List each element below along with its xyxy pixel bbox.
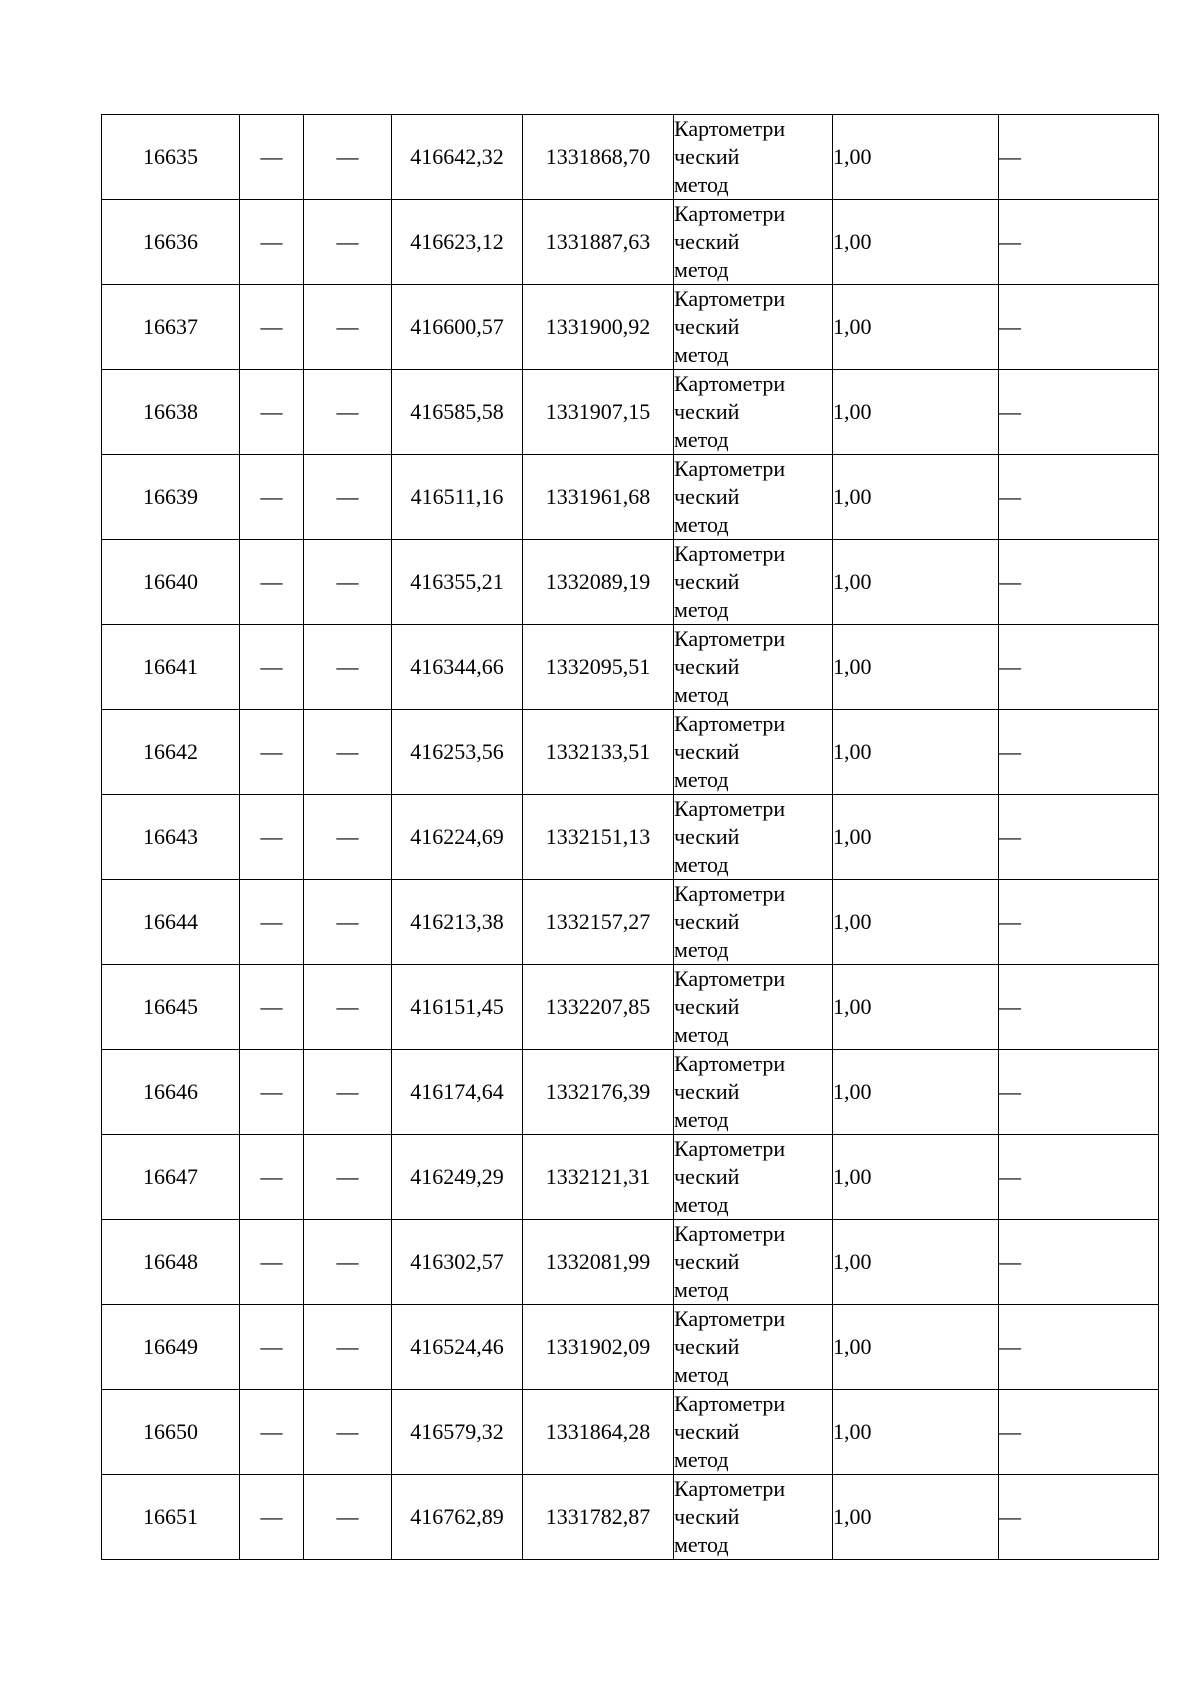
point-number-cell: 16641	[102, 625, 240, 710]
y-coordinate-cell: 1331907,15	[523, 370, 674, 455]
precision-cell: 1,00	[833, 625, 999, 710]
x-coordinate-cell: 416524,46	[392, 1305, 523, 1390]
y-coordinate-cell: 1332207,85	[523, 965, 674, 1050]
method-text-line: ческий	[674, 1079, 740, 1104]
description-cell: —	[999, 710, 1159, 795]
old-y-cell: —	[304, 1475, 392, 1560]
method-text-line: метод	[674, 342, 729, 367]
method-cell	[674, 540, 833, 625]
method-text-line: Картометри	[674, 456, 786, 481]
y-coordinate-cell: 1332089,19	[523, 540, 674, 625]
method-text-line: метод	[674, 1107, 729, 1132]
method-text-line: ческий	[674, 1249, 740, 1274]
method-text-line: ческий	[674, 1419, 740, 1444]
method-cell	[674, 1135, 833, 1220]
y-coordinate-cell: 1332133,51	[523, 710, 674, 795]
x-coordinate-cell: 416224,69	[392, 795, 523, 880]
x-coordinate-cell: 416623,12	[392, 200, 523, 285]
method-cell	[674, 880, 833, 965]
precision-cell: 1,00	[833, 965, 999, 1050]
old-x-cell: —	[240, 370, 304, 455]
table-row	[102, 965, 1159, 1050]
description-cell: —	[999, 795, 1159, 880]
old-y-cell: —	[304, 880, 392, 965]
description-cell: —	[999, 540, 1159, 625]
old-y-cell: —	[304, 965, 392, 1050]
coordinates-table	[101, 114, 1159, 1560]
precision-cell: 1,00	[833, 455, 999, 540]
method-text-line: ческий	[674, 569, 740, 594]
old-x-cell: —	[240, 455, 304, 540]
method-text-line: метод	[674, 512, 729, 537]
x-coordinate-cell: 416642,32	[392, 115, 523, 200]
description-cell: —	[999, 115, 1159, 200]
point-number-cell: 16648	[102, 1220, 240, 1305]
old-y-cell: —	[304, 455, 392, 540]
method-text-line: Картометри	[674, 1306, 786, 1331]
point-number-cell: 16650	[102, 1390, 240, 1475]
x-coordinate-cell: 416600,57	[392, 285, 523, 370]
method-text-line: Картометри	[674, 286, 786, 311]
point-number-cell: 16642	[102, 710, 240, 795]
table-row	[102, 1475, 1159, 1560]
table-row	[102, 200, 1159, 285]
y-coordinate-cell: 1332157,27	[523, 880, 674, 965]
table-row	[102, 1305, 1159, 1390]
precision-cell: 1,00	[833, 285, 999, 370]
method-text-line: ческий	[674, 144, 740, 169]
table-row	[102, 880, 1159, 965]
method-text-line: Картометри	[674, 966, 786, 991]
method-text-line: Картометри	[674, 1051, 786, 1076]
method-text-line: Картометри	[674, 201, 786, 226]
precision-cell: 1,00	[833, 1390, 999, 1475]
precision-cell: 1,00	[833, 200, 999, 285]
precision-cell: 1,00	[833, 540, 999, 625]
table-row	[102, 1390, 1159, 1475]
method-text-line: Картометри	[674, 371, 786, 396]
old-y-cell: —	[304, 200, 392, 285]
method-text-line: Картометри	[674, 1476, 786, 1501]
point-number-cell: 16643	[102, 795, 240, 880]
method-cell	[674, 285, 833, 370]
point-number-cell: 16638	[102, 370, 240, 455]
description-cell: —	[999, 1305, 1159, 1390]
method-text-line: метод	[674, 1022, 729, 1047]
method-text-line: ческий	[674, 739, 740, 764]
method-text-line: метод	[674, 1362, 729, 1387]
old-y-cell: —	[304, 1220, 392, 1305]
x-coordinate-cell: 416355,21	[392, 540, 523, 625]
table-row	[102, 455, 1159, 540]
x-coordinate-cell: 416762,89	[392, 1475, 523, 1560]
table-row	[102, 115, 1159, 200]
method-text-line: Картометри	[674, 1221, 786, 1246]
description-cell: —	[999, 1135, 1159, 1220]
method-text-line: метод	[674, 597, 729, 622]
x-coordinate-cell: 416585,58	[392, 370, 523, 455]
old-x-cell: —	[240, 285, 304, 370]
old-y-cell: —	[304, 795, 392, 880]
method-text-line: ческий	[674, 909, 740, 934]
y-coordinate-cell: 1331887,63	[523, 200, 674, 285]
table-row	[102, 625, 1159, 710]
x-coordinate-cell: 416249,29	[392, 1135, 523, 1220]
method-text-line: ческий	[674, 484, 740, 509]
method-cell	[674, 795, 833, 880]
x-coordinate-cell: 416511,16	[392, 455, 523, 540]
precision-cell: 1,00	[833, 1220, 999, 1305]
method-text-line: метод	[674, 1532, 729, 1557]
old-x-cell: —	[240, 1050, 304, 1135]
table-row	[102, 1220, 1159, 1305]
table-row	[102, 710, 1159, 795]
table-row	[102, 795, 1159, 880]
old-y-cell: —	[304, 710, 392, 795]
y-coordinate-cell: 1331902,09	[523, 1305, 674, 1390]
y-coordinate-cell: 1331864,28	[523, 1390, 674, 1475]
precision-cell: 1,00	[833, 880, 999, 965]
method-cell	[674, 370, 833, 455]
x-coordinate-cell: 416151,45	[392, 965, 523, 1050]
table-row	[102, 1135, 1159, 1220]
old-y-cell: —	[304, 1050, 392, 1135]
point-number-cell: 16649	[102, 1305, 240, 1390]
method-cell	[674, 625, 833, 710]
method-text-line: метод	[674, 1277, 729, 1302]
method-text-line: Картометри	[674, 711, 786, 736]
description-cell: —	[999, 880, 1159, 965]
old-x-cell: —	[240, 540, 304, 625]
y-coordinate-cell: 1331961,68	[523, 455, 674, 540]
method-text-line: метод	[674, 172, 729, 197]
old-x-cell: —	[240, 1305, 304, 1390]
method-text-line: ческий	[674, 994, 740, 1019]
method-text-line: метод	[674, 1447, 729, 1472]
y-coordinate-cell: 1332121,31	[523, 1135, 674, 1220]
description-cell: —	[999, 1050, 1159, 1135]
method-text-line: ческий	[674, 1334, 740, 1359]
method-text-line: метод	[674, 767, 729, 792]
method-cell	[674, 1305, 833, 1390]
description-cell: —	[999, 285, 1159, 370]
y-coordinate-cell: 1331868,70	[523, 115, 674, 200]
x-coordinate-cell: 416213,38	[392, 880, 523, 965]
method-text-line: метод	[674, 937, 729, 962]
table-row	[102, 540, 1159, 625]
y-coordinate-cell: 1332151,13	[523, 795, 674, 880]
y-coordinate-cell: 1331782,87	[523, 1475, 674, 1560]
old-x-cell: —	[240, 115, 304, 200]
old-y-cell: —	[304, 370, 392, 455]
method-text-line: метод	[674, 852, 729, 877]
old-x-cell: —	[240, 1390, 304, 1475]
method-cell	[674, 200, 833, 285]
method-text-line: ческий	[674, 314, 740, 339]
method-cell	[674, 1220, 833, 1305]
point-number-cell: 16636	[102, 200, 240, 285]
x-coordinate-cell: 416344,66	[392, 625, 523, 710]
method-cell	[674, 710, 833, 795]
description-cell: —	[999, 370, 1159, 455]
description-cell: —	[999, 965, 1159, 1050]
method-cell	[674, 455, 833, 540]
table-row	[102, 370, 1159, 455]
y-coordinate-cell: 1332081,99	[523, 1220, 674, 1305]
old-y-cell: —	[304, 1135, 392, 1220]
description-cell: —	[999, 625, 1159, 710]
x-coordinate-cell: 416579,32	[392, 1390, 523, 1475]
method-text-line: ческий	[674, 1164, 740, 1189]
description-cell: —	[999, 1390, 1159, 1475]
method-cell	[674, 1475, 833, 1560]
method-text-line: метод	[674, 257, 729, 282]
method-text-line: метод	[674, 427, 729, 452]
point-number-cell: 16645	[102, 965, 240, 1050]
precision-cell: 1,00	[833, 115, 999, 200]
y-coordinate-cell: 1332176,39	[523, 1050, 674, 1135]
method-text-line: ческий	[674, 399, 740, 424]
point-number-cell: 16635	[102, 115, 240, 200]
method-text-line: Картометри	[674, 116, 786, 141]
y-coordinate-cell: 1332095,51	[523, 625, 674, 710]
old-y-cell: —	[304, 115, 392, 200]
old-y-cell: —	[304, 1390, 392, 1475]
method-text-line: ческий	[674, 1504, 740, 1529]
method-text-line: Картометри	[674, 881, 786, 906]
y-coordinate-cell: 1331900,92	[523, 285, 674, 370]
point-number-cell: 16640	[102, 540, 240, 625]
method-cell	[674, 1390, 833, 1475]
table-row	[102, 1050, 1159, 1135]
old-y-cell: —	[304, 285, 392, 370]
description-cell: —	[999, 455, 1159, 540]
old-x-cell: —	[240, 200, 304, 285]
method-text-line: Картометри	[674, 796, 786, 821]
point-number-cell: 16644	[102, 880, 240, 965]
method-text-line: Картометри	[674, 1391, 786, 1416]
point-number-cell: 16647	[102, 1135, 240, 1220]
method-text-line: Картометри	[674, 626, 786, 651]
table-body	[102, 115, 1159, 1560]
method-cell	[674, 965, 833, 1050]
precision-cell: 1,00	[833, 1050, 999, 1135]
point-number-cell: 16639	[102, 455, 240, 540]
precision-cell: 1,00	[833, 1135, 999, 1220]
method-text-line: метод	[674, 1192, 729, 1217]
old-x-cell: —	[240, 1220, 304, 1305]
method-text-line: Картометри	[674, 541, 786, 566]
old-x-cell: —	[240, 965, 304, 1050]
old-y-cell: —	[304, 540, 392, 625]
method-cell	[674, 1050, 833, 1135]
method-text-line: ческий	[674, 229, 740, 254]
method-text-line: метод	[674, 682, 729, 707]
precision-cell: 1,00	[833, 370, 999, 455]
old-x-cell: —	[240, 710, 304, 795]
point-number-cell: 16651	[102, 1475, 240, 1560]
method-text-line: ческий	[674, 654, 740, 679]
method-text-line: Картометри	[674, 1136, 786, 1161]
precision-cell: 1,00	[833, 795, 999, 880]
precision-cell: 1,00	[833, 710, 999, 795]
old-x-cell: —	[240, 625, 304, 710]
description-cell: —	[999, 1475, 1159, 1560]
old-x-cell: —	[240, 880, 304, 965]
precision-cell: 1,00	[833, 1475, 999, 1560]
x-coordinate-cell: 416174,64	[392, 1050, 523, 1135]
description-cell: —	[999, 1220, 1159, 1305]
old-x-cell: —	[240, 795, 304, 880]
precision-cell: 1,00	[833, 1305, 999, 1390]
method-cell	[674, 115, 833, 200]
old-x-cell: —	[240, 1135, 304, 1220]
x-coordinate-cell: 416253,56	[392, 710, 523, 795]
old-y-cell: —	[304, 625, 392, 710]
description-cell: —	[999, 200, 1159, 285]
point-number-cell: 16646	[102, 1050, 240, 1135]
old-y-cell: —	[304, 1305, 392, 1390]
x-coordinate-cell: 416302,57	[392, 1220, 523, 1305]
old-x-cell: —	[240, 1475, 304, 1560]
method-text-line: ческий	[674, 824, 740, 849]
table-row	[102, 285, 1159, 370]
point-number-cell: 16637	[102, 285, 240, 370]
